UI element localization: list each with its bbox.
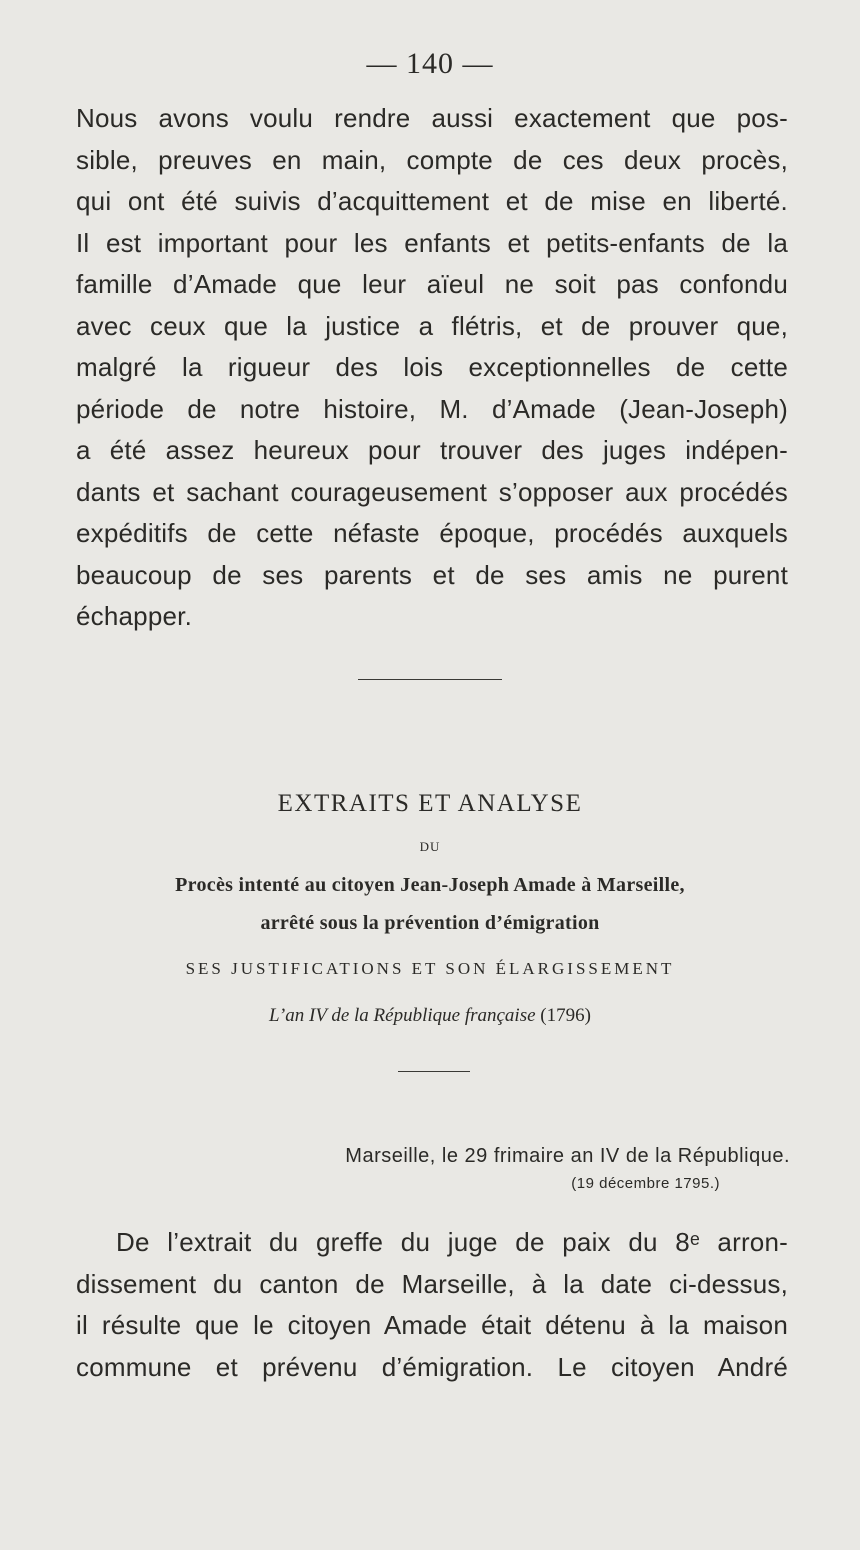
year-plain: (1796) <box>540 1005 591 1026</box>
page-number: — 140 — <box>366 47 494 80</box>
section-year-line <box>0 1002 860 1030</box>
text-line: De l’extrait du greffe du juge de paix du 8ᵉ arron- <box>116 1227 788 1257</box>
text-line: expéditifs de cette néfaste époque, procédés auxquels <box>76 518 788 548</box>
text-line: malgré la rigueur des lois exceptionnelles de cette <box>76 352 788 382</box>
year-italic: L’an IV de la République française <box>269 1005 536 1026</box>
text-line: commune et prévenu d’émigration. Le citoyen André <box>76 1351 788 1382</box>
section-title: EXTRAITS ET ANALYSE <box>277 790 583 817</box>
text-line: famille d’Amade que leur aïeul ne soit pas confondu <box>76 269 788 299</box>
text-line: beaucoup de ses parents et de ses amis ne purent <box>76 559 788 590</box>
text-line: Il est important pour les enfants et petits-enfants de la <box>76 227 788 258</box>
section-caps-line: SES JUSTIFICATIONS ET SON ÉLARGISSEMENT <box>185 959 675 978</box>
section-divider <box>358 679 502 680</box>
text-line: Nous avons voulu rendre aussi exactement que pos- <box>76 103 788 133</box>
paragraph-intro <box>76 98 788 638</box>
short-divider <box>398 1071 470 1072</box>
section-subtitle-line1: Procès intenté au citoyen Jean-Joseph Amade à Marseille, <box>175 874 685 896</box>
text-line: période de notre histoire, M. d’Amade (Jean-Joseph) <box>76 393 788 424</box>
text-line: il résulte que le citoyen Amade était détenu à la maison <box>76 1310 788 1340</box>
section-du: DU <box>419 839 441 854</box>
text-line: avec ceux que la justice a flétris, et de prouver que, <box>76 310 788 341</box>
text-line: a été assez heureux pour trouver des juges indépen- <box>76 435 788 465</box>
text-line: qui ont été suivis d’acquittement et de mise en liberté. <box>76 186 788 216</box>
text-line: échapper. <box>76 601 193 631</box>
section-subtitle-line2: arrêté sous la prévention d’émigration <box>260 912 600 934</box>
text-line: dants et sachant courageusement s’opposer aux procédés <box>76 476 788 507</box>
paragraph-extract <box>76 1222 788 1388</box>
dateline-main: Marseille, le 29 frimaire an IV de la République. <box>345 1145 790 1167</box>
text-line: dissement du canton de Marseille, à la date ci-dessus, <box>76 1268 788 1299</box>
dateline-sub: (19 décembre 1795.) <box>571 1175 720 1192</box>
text-line: sible, preuves en main, compte de ces deux procès, <box>76 144 788 175</box>
